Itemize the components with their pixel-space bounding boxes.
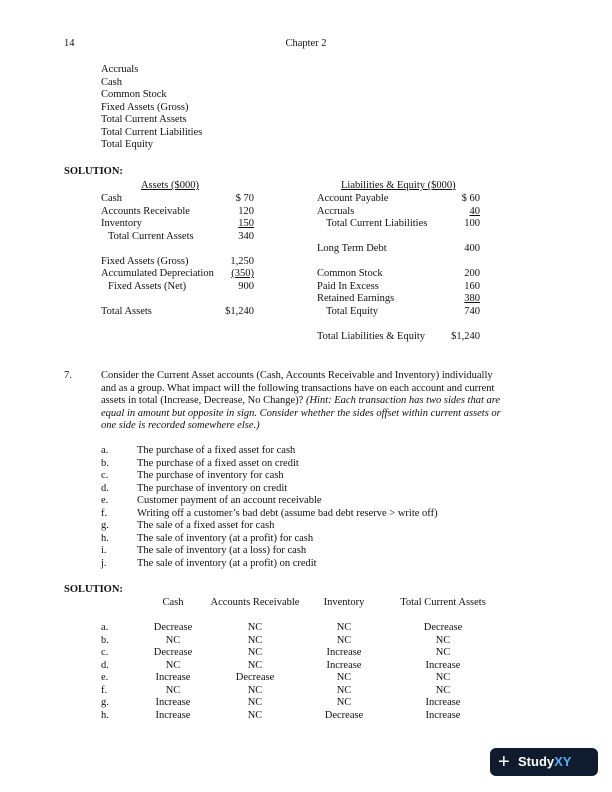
row-letter: h. [101,709,109,721]
solution-heading: SOLUTION: [64,166,123,177]
list-item: Accruals [101,64,139,75]
table-cell: Increase [425,709,461,721]
row-letter: f. [101,684,108,696]
table-letters [101,622,109,722]
liab-row-label: Total Liabilities & Equity [317,331,426,342]
table-cell: NC [435,672,451,683]
table-cell: NC [435,647,451,658]
table-cell: NC [165,659,181,671]
liab-row-value: 400 [464,243,480,254]
table-cell: Increase [155,697,191,708]
assets-row-label: Accounts Receivable [101,206,190,217]
intro-list [101,64,202,152]
table-cell: Increase [155,709,191,721]
table-column-ar [200,622,310,722]
list-item: Writing off a customer’s bad debt (assume bad debt reserve > write off) [137,507,438,519]
row-letter: b. [101,634,109,646]
question-number: 7. [64,370,72,381]
list-item: The purchase of inventory for cash [137,470,284,481]
liab-row-value: 380 [464,293,480,304]
liab-row-value: 40 [469,206,480,217]
list-item: The sale of a fixed asset for cash [137,520,275,531]
question-line: Consider the Current Asset accounts (Cash, Accounts Receivable and Inventory) individually [101,370,493,381]
table-column-cash [143,622,203,722]
table-cell: Decrease [423,622,463,633]
liab-row-label: Accruals [317,206,355,217]
assets-row-value: $ 70 [235,193,254,204]
question-line: assets in total (Increase, Decrease, No Change)? (Hint: Each transaction has two sides that are [101,395,501,406]
assets-row-value: 1,250 [230,256,254,267]
table-cell: NC [336,622,352,633]
table-cell: Decrease [235,672,275,683]
assets-row-label: Accumulated Depreciation [101,268,214,279]
table-cell: NC [247,709,263,721]
liab-row-label: Retained Earnings [317,293,395,304]
liab-row-label: Common Stock [317,268,383,279]
liabilities-title: Liabilities & Equity ($000) [341,180,456,191]
table-cell: NC [247,622,263,633]
list-item: Total Equity [101,139,154,150]
list-item: The purchase of inventory on credit [137,482,288,494]
liab-row-value: 200 [464,268,480,279]
plus-icon: + [498,751,510,773]
assets-row-value: 900 [238,281,254,292]
list-item: Cash [101,76,122,88]
row-letter: e. [101,672,109,683]
table-column-total [383,622,503,722]
table-cell: Decrease [153,622,193,633]
item-letter: h. [101,532,109,544]
list-item: Customer payment of an account receivable [137,495,322,506]
page-number: 14 [64,38,75,49]
table-cell: NC [336,697,352,708]
chapter-title: Chapter 2 [285,38,327,49]
assets-row-value: $1,240 [225,306,254,317]
table-cell: NC [247,697,263,708]
item-letter: g. [101,520,109,531]
list-item: Total Current Liabilities [101,126,203,138]
studyxy-badge[interactable] [490,748,598,776]
table-cell: NC [435,684,451,696]
liab-row-label: Total Equity [326,306,379,317]
table-header: Total Current Assets [400,597,486,608]
assets-row-label: Fixed Assets (Net) [108,281,187,292]
row-letter: g. [101,697,109,708]
table-cell: NC [247,647,263,658]
liab-row-label: Account Payable [317,193,389,204]
transaction-list [137,445,438,570]
liab-row-label: Total Current Liabilities [326,218,428,229]
table-header: Inventory [323,597,365,608]
assets-title: Assets ($000) [140,180,200,191]
list-item: Total Current Assets [101,114,187,125]
table-cell: NC [336,634,352,646]
item-letter: e. [101,495,109,506]
item-letter: i. [101,545,107,556]
table-cell: NC [435,634,451,646]
row-letter: c. [101,647,109,658]
table-cell: Decrease [153,647,193,658]
liab-row-value: 740 [464,306,480,317]
liab-row-value: $1,240 [451,331,480,342]
table-cell: Decrease [324,709,364,721]
question-line: and as a group. What impact will the following transactions have on each account and current [101,383,495,394]
list-item: Common Stock [101,89,167,100]
assets-row-value: 340 [238,231,254,242]
item-letter: b. [101,457,109,469]
liab-row-value: 160 [464,281,480,292]
assets-row-value: 120 [238,206,254,217]
item-letter: f. [101,507,108,519]
row-letter: a. [101,622,109,633]
liab-row-label: Paid In Excess [317,281,379,292]
table-cell: NC [336,684,352,696]
table-cell: NC [165,684,181,696]
list-item: The purchase of a fixed asset for cash [137,445,296,456]
table-cell: NC [165,634,181,646]
item-letter: j. [101,557,107,569]
assets-row-label: Cash [101,193,122,204]
liab-row-value: $ 60 [461,193,480,204]
table-header: Cash [162,597,184,608]
assets-row-value: (350) [231,268,254,279]
solution-heading: SOLUTION: [64,584,123,595]
item-letter: c. [101,470,109,481]
transaction-letters [101,445,109,570]
item-letter: a. [101,445,109,456]
liab-row-label: Long Term Debt [317,243,387,254]
list-item: Fixed Assets (Gross) [101,101,189,113]
question-hint: equal in amount but opposite in sign. Consider whether the sides offset within current assets or [101,408,501,419]
assets-row-label: Total Assets [101,306,152,317]
table-cell: Increase [425,697,461,708]
row-letter: d. [101,659,109,671]
table-header: Accounts Receivable [210,597,300,608]
question-hint: one side is recorded somewhere else.) [101,420,260,431]
list-item: The purchase of a fixed asset on credit [137,457,299,469]
item-letter: d. [101,482,109,494]
table-cell: Increase [326,659,362,671]
table-cell: NC [247,684,263,696]
assets-row-label: Total Current Assets [108,231,194,242]
table-cell: NC [247,634,263,646]
assets-row-label: Fixed Assets (Gross) [101,256,189,267]
table-cell: NC [336,672,352,683]
table-cell: Increase [326,647,362,658]
list-item: The sale of inventory (at a profit) on credit [137,557,317,569]
list-item: The sale of inventory (at a loss) for cash [137,545,307,556]
assets-row-value: 150 [238,218,254,229]
liab-row-value: 100 [464,218,480,229]
table-column-inventory [314,622,374,722]
table-cell: Increase [155,672,191,683]
assets-row-label: Inventory [101,218,142,229]
badge-label: StudyXY [518,754,572,769]
table-cell: NC [247,659,263,671]
table-cell: Increase [425,659,461,671]
list-item: The sale of inventory (at a profit) for cash [137,532,314,544]
